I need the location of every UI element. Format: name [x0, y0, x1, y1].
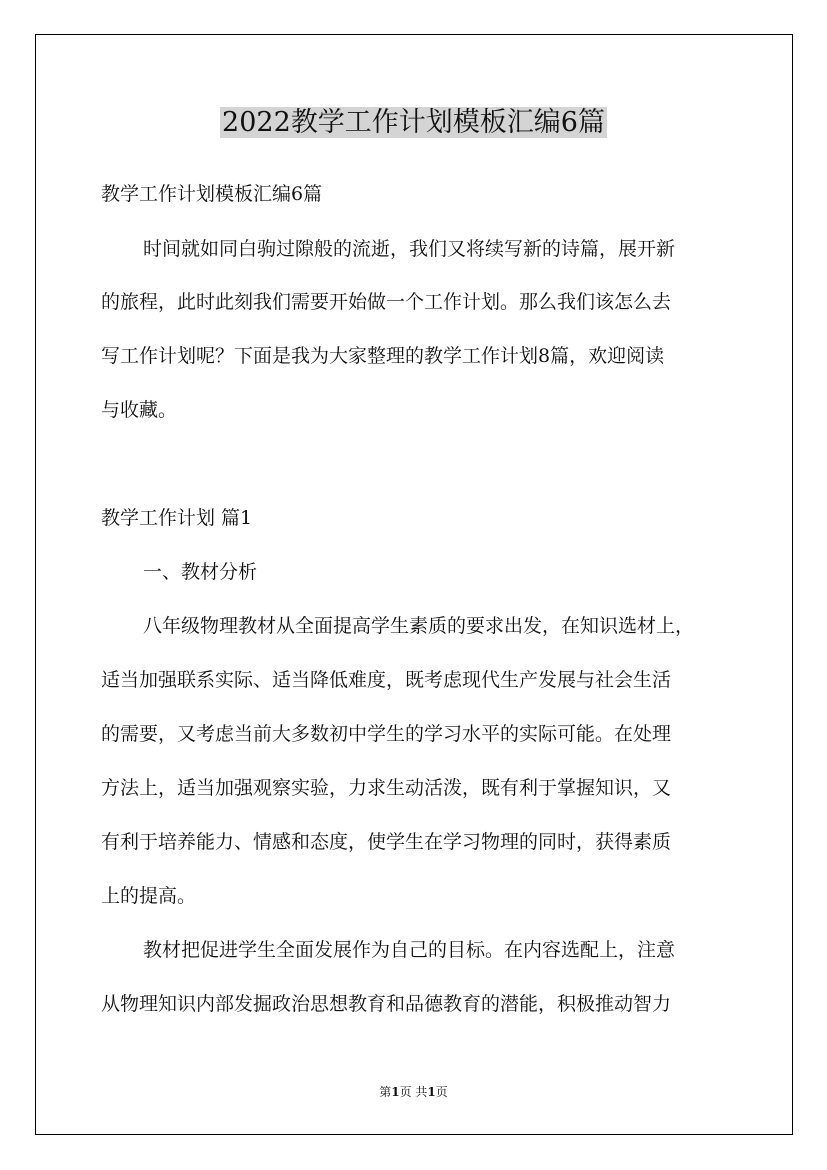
section-heading: 教学工作计划 篇1 — [101, 507, 253, 529]
footer-page-prefix: 第 — [379, 1085, 392, 1099]
footer-page-current: 1 — [391, 1085, 400, 1099]
paragraph-line: 有利于培养能力、情感和态度，使学生在学习物理的同时，获得素质 — [101, 831, 672, 853]
paragraph-line: 适当加强联系实际、适当降低难度，既考虑现代生产发展与社会生活 — [101, 669, 672, 691]
document-title — [0, 103, 827, 143]
intro-line: 写工作计划呢？下面是我为大家整理的教学工作计划8篇，欢迎阅读 — [101, 345, 665, 367]
footer-page-suffix: 页 — [435, 1085, 448, 1099]
subsection-heading: 一、教材分析 — [143, 561, 258, 583]
intro-line: 与收藏。 — [101, 399, 178, 421]
paragraph-line: 方法上，适当加强观察实验，力求生动活泼，既有利于掌握知识，又 — [101, 777, 672, 799]
paragraph-line: 教材把促进学生全面发展作为自己的目标。在内容选配上，注意 — [143, 939, 676, 961]
footer-page-total: 1 — [427, 1085, 436, 1099]
document-subtitle: 教学工作计划模板汇编6篇 — [101, 183, 323, 205]
paragraph-line: 八年级物理教材从全面提高学生素质的要求出发，在知识选材上， — [143, 615, 695, 637]
intro-line: 的旅程，此时此刻我们需要开始做一个工作计划。那么我们该怎么去 — [101, 291, 672, 313]
paragraph-line: 从物理知识内部发掘政治思想教育和品德教育的潜能，积极推动智力 — [101, 993, 672, 1015]
document-title-text: 2022教学工作计划模板汇编6篇 — [222, 107, 605, 138]
intro-line: 时间就如同白驹过隙般的流逝，我们又将续写新的诗篇，展开新 — [143, 238, 676, 260]
paragraph-line: 上的提高。 — [101, 885, 197, 907]
paragraph-line: 的需要，又考虑当前大多数初中学生的学习水平的实际可能。在处理 — [101, 723, 672, 745]
footer-page-mid: 页 共 — [399, 1085, 428, 1099]
page-footer — [0, 1083, 827, 1101]
